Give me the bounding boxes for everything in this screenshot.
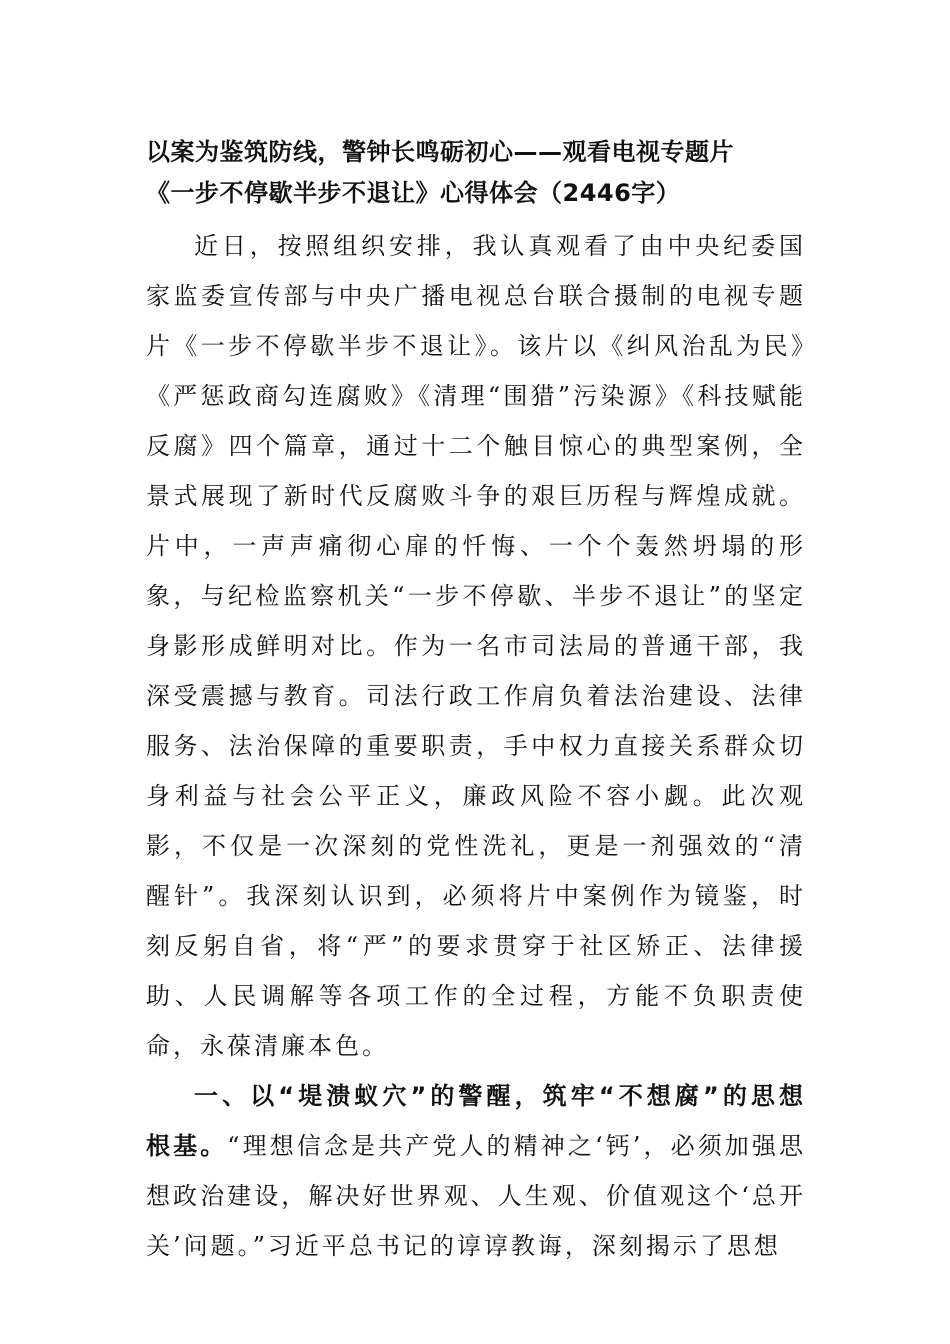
paragraph-intro — [146, 221, 806, 1071]
document-body — [146, 132, 806, 1271]
paragraph-text: 近日，按照组织安排，我认真观看了由中央纪委国家监委宣传部与中央广播电视总台联合摄制的电视专题片《一步不停歇半步不退让》。该片以《纠风治乱为民》《严惩政商勾连腐败》《清理“围猎”污染源》《科技赋能反腐》四个篇章，通过十二个触目惊心的典型案例，全景式展现了新时代反腐败斗争的艰巨历程与辉煌成就。片中，一声声痛彻心扉的忏悔、一个个轰然坍塌的形象，与纪检监察机关“一步不停歇、半步不退让”的坚定身影形成鲜明对比。作为一名市司法局的普通干部，我深受震撼与教育。司法行政工作肩负着法治建设、法律服务、法治保障的重要职责，手中权力直接关系群众切身利益与社会公平正义，廉政风险不容小觑。此次观影，不仅是一次深刻的党性洗礼，更是一剂强效的“清醒针”。我深刻认识到，必须将片中案例作为镜鉴，时刻反躬自省，将“严”的要求贯穿于社区矫正、法律援助、人民调解等各项工作的全过程，方能不负职责使命，永葆清廉本色。 — [146, 232, 806, 1060]
title-line-1: 以案为鉴筑防线，警钟长鸣砺初心——观看电视专题片 — [146, 138, 734, 166]
paragraph-section-1 — [146, 1071, 806, 1271]
section-heading: 一、以“堤溃蚁穴”的警醒，筑牢“不想腐”的思想根基。 — [146, 1082, 806, 1160]
paragraph-text: “理想信念是共产党人的精神之‘钙’，必须加强思想政治建设，解决好世界观、人生观、价值观这个‘总开关’问题。”习近平总书记的谆谆教诲，深刻揭示了思想 — [146, 1132, 806, 1260]
title-line-2: 《一步不停歇半步不退让》心得体会（2446字） — [146, 179, 681, 207]
document-title — [146, 132, 806, 214]
